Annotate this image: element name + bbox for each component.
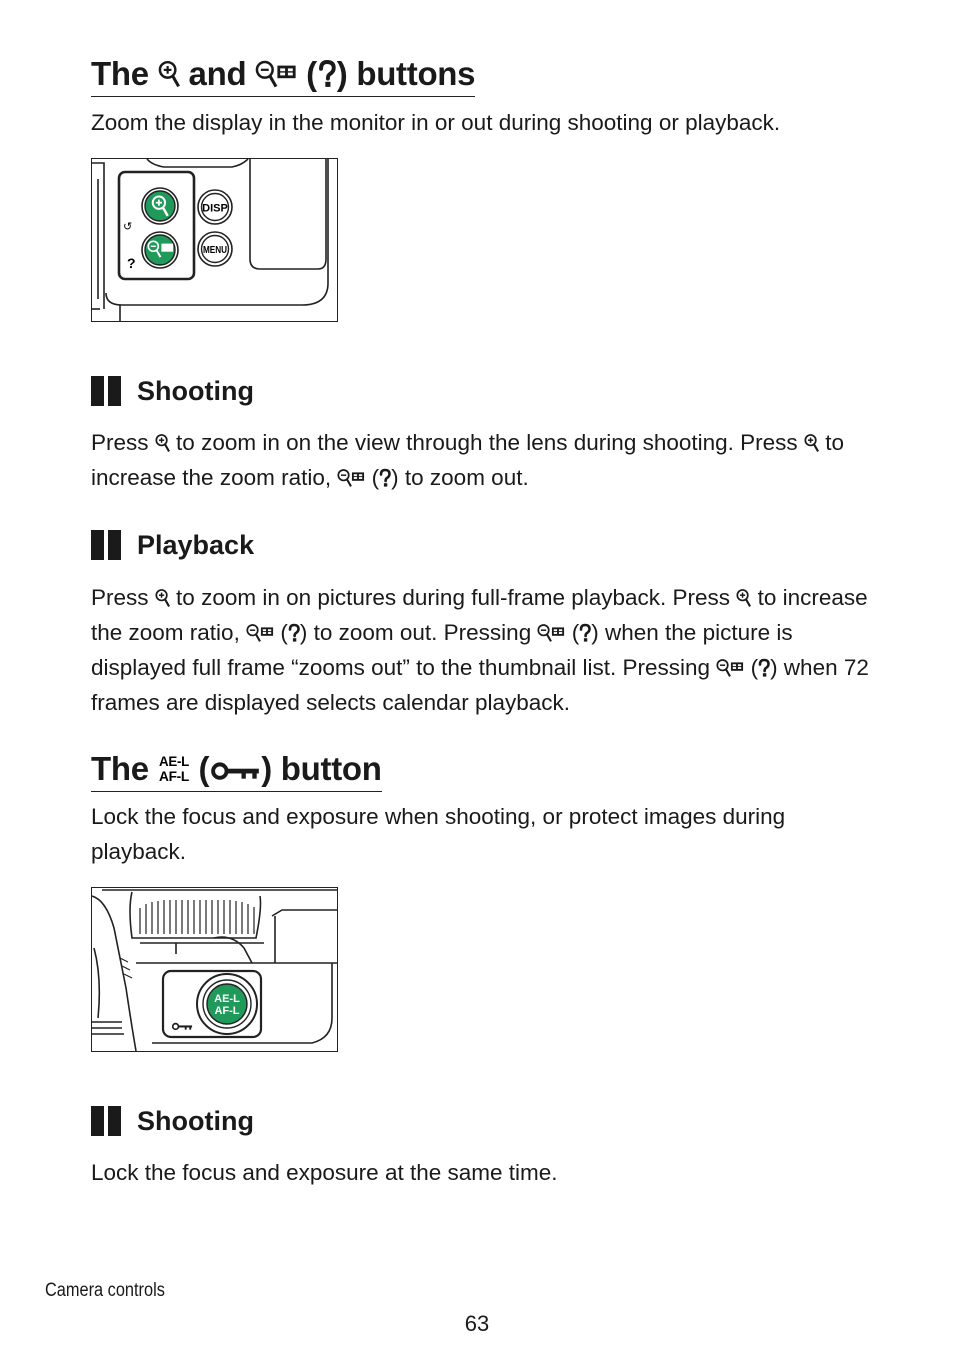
title-open-paren: ( — [306, 55, 317, 92]
shooting-paragraph — [91, 425, 881, 495]
zoom-in-icon — [155, 433, 170, 453]
playback-paragraph — [91, 580, 881, 720]
zoom-out-thumbnail-icon — [337, 468, 365, 488]
text-run: ) to zoom out. Pressing — [299, 620, 532, 645]
title-word-and: and — [188, 55, 247, 92]
heading-marker — [91, 530, 123, 560]
title-word-the: The — [91, 750, 149, 787]
zoom-out-thumbnail-icon — [537, 623, 565, 643]
help-icon — [288, 623, 300, 643]
playback-heading — [91, 530, 254, 560]
text-run: Press — [91, 585, 149, 610]
disp-button-label: DISP — [202, 202, 228, 215]
help-icon — [318, 59, 336, 89]
zoom-out-thumbnail-icon — [246, 623, 274, 643]
title-word-buttons: buttons — [356, 55, 476, 92]
page-number: 63 — [464, 1311, 490, 1336]
zoom-in-icon — [804, 433, 819, 453]
camera-top-drawing — [92, 888, 337, 1051]
text-run: to increase the zoom ratio, — [91, 585, 868, 645]
text-run: ) when 72 frames are displayed selects calendar playback. — [91, 655, 869, 715]
shooting-heading-label: Shooting — [137, 375, 254, 406]
text-run: ) when the picture is displayed full frame “zooms out” to the thumbnail list. Pressing — [91, 620, 793, 680]
text-run: ( — [571, 620, 580, 645]
button-label-ae-l: AE-L — [214, 993, 240, 1005]
title-close-paren: ) — [336, 55, 348, 92]
ae-af-lock-illustration — [91, 887, 338, 1052]
shooting-heading — [91, 1106, 254, 1136]
zoom-in-button[interactable] — [145, 191, 175, 221]
small-arc-mark: ↺ — [123, 221, 133, 233]
ae-af-lock-shooting-text: Lock the focus and exposure at the same time. — [91, 1160, 558, 1185]
help-icon — [579, 623, 591, 643]
zoom-out-thumbnail-icon — [255, 59, 297, 89]
text-run: ( — [371, 465, 380, 490]
heading-marker — [91, 376, 123, 406]
shooting-heading — [91, 376, 254, 406]
ae-af-lock-title — [91, 749, 382, 792]
zoom-buttons-illustration — [91, 158, 338, 322]
text-run: ) to zoom out. — [391, 465, 529, 490]
zoom-in-icon — [155, 588, 170, 608]
camera-back-drawing — [92, 159, 337, 321]
heading-marker — [91, 1106, 123, 1136]
title-word-button: ) button — [261, 750, 382, 787]
shooting-heading-label: Shooting — [137, 1105, 254, 1136]
zoom-intro-text: Zoom the display in the monitor in or out during shooting or playback. — [91, 110, 781, 135]
text-run: to increase the zoom ratio, — [91, 430, 844, 490]
ae-af-lock-icon — [158, 752, 190, 784]
zoom-in-icon — [158, 59, 180, 89]
button-label-af-l: AF-L — [214, 1005, 240, 1017]
title-open-paren: ( — [198, 750, 210, 787]
zoom-out-thumbnail-icon — [716, 658, 744, 678]
text-run: to zoom in on pictures during full-frame playback. Press — [176, 585, 731, 610]
text-run: to zoom in on the view through the lens during shooting. Press — [176, 430, 798, 455]
help-mark-label: ? — [127, 255, 136, 271]
text-run: Press — [91, 430, 149, 455]
svg-text:AE-L: AE-L — [158, 753, 190, 769]
protect-key-icon — [209, 757, 261, 783]
help-icon — [379, 468, 391, 488]
protect-key-icon — [173, 1024, 192, 1030]
ae-af-lock-intro-text: Lock the focus and exposure when shooting, or protect images during playback. — [91, 804, 786, 864]
playback-heading-label: Playback — [137, 529, 255, 560]
text-run: ( — [280, 620, 288, 645]
text-run: ( — [750, 655, 759, 680]
footer-section-name: Camera controls — [45, 1280, 165, 1301]
svg-text:AF-L: AF-L — [158, 768, 190, 784]
menu-button-label: MENU — [203, 245, 227, 256]
zoom-in-icon — [736, 588, 751, 608]
title-word-the: The — [91, 55, 149, 92]
zoom-buttons-title — [91, 54, 475, 97]
help-icon — [758, 658, 770, 678]
